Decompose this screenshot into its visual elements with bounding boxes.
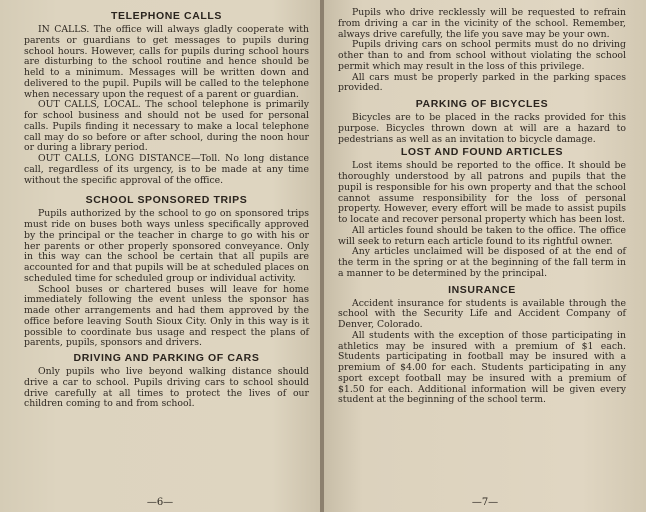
paragraph-lost-items: Lost items should be reported to the office. It should be thoroughly understood by all patrons and pupils that the pupil is responsible for his own property and that the school cannot assume responsibility for the loss of personal property. However, every effort will be made to assist pupils to locate and recover personal property which has been lost. xyxy=(338,160,626,225)
page-number-right: —7— xyxy=(471,497,499,508)
section-heading-insurance: INSURANCE xyxy=(448,283,516,296)
paragraph-insurance-1: Accident insurance for students is available through the school with the Security Life and Accident Company of Denver, Colorado. xyxy=(338,297,626,330)
section-heading-telephone-calls: TELEPHONE CALLS xyxy=(110,10,223,22)
paragraph-bicycles: Bicycles are to be placed in the racks provided for this purpose. Bicycles thrown down at will are a hazard to pedestrians as well as an invitation to bicycle damage. xyxy=(338,112,626,145)
paragraph-sponsored-trips-2: School buses or chartered buses will leave for home immediately following the event unless the sponsor has made other arrangements and had them approved by the office before leaving South Sioux City. Only in this way is it possible to coordinate bus usage and respect the plans of parents, pupils, sponsors and drivers. xyxy=(24,283,309,349)
paragraph-insurance-2: All students with the exception of those participating in athletics may be insured with a premium of $1 each. Students participating in football may be insured with a premium of $4.00 for each. Students participating in any sport except football may be insured with a premium of $1.50 for each. Additional information will be given every student at the beginning of the school term. xyxy=(338,329,626,406)
paragraph-driving-1: Only pupils who live beyond walking distance should drive a car to school. Pupils driving cars to school should drive carefully at all times to protect the lives of our children coming to and from school. xyxy=(24,366,309,410)
section-heading-school-sponsored-trips: SCHOOL SPONSORED TRIPS xyxy=(85,194,248,207)
paragraph-school-permits: Pupils driving cars on school permits must do no driving other than to and from school without violating the school permit which may result in the loss of this privilege. xyxy=(338,39,626,72)
section-heading-parking-bicycles: PARKING OF BICYCLES xyxy=(415,98,549,110)
paragraph-in-calls: IN CALLS. The office will always gladly cooperate with parents or guardians to get messages to pupils during school hours. However, calls for pupils during school hours are disturbing to the school routine and hence should be held to a minimum. Messages will be written down and delivered to the pupil. Pupils will be called to the telephone when necessary upon the request of a parent or guardian. xyxy=(24,24,309,100)
paragraph-out-calls-local: OUT CALLS, LOCAL. The school telephone is primarily for school business and should not be used for personal calls. Pupils finding it necessary to make a local telephone call may do so before or after school, during the noon hour or during a library period. xyxy=(24,99,309,154)
paragraph-articles-unclaimed: Any articles unclaimed will be disposed of at the end of the term in the spring or at the beginning of the fall term in a manner to be determined by the principal. xyxy=(338,246,626,279)
paragraph-parking-spaces: All cars must be properly parked in the parking spaces provided. xyxy=(338,71,626,94)
paragraph-reckless-drivers: Pupils who drive recklessly will be requested to refrain from driving a car in the vicinity of the school. Remember, always drive carefully, the life you save may be your own. xyxy=(338,7,626,40)
section-heading-driving-parking: DRIVING AND PARKING OF CARS xyxy=(73,352,260,364)
paragraph-out-calls-long-distance: OUT CALLS, LONG DISTANCE—Toll. No long distance call, regardless of its urgency, is to be made at any time without the specific approval of the office. xyxy=(24,153,309,186)
paragraph-sponsored-trips-1: Pupils authorized by the school to go on sponsored trips must ride on buses both ways unless specifically approved by the principal or the teacher in charge to go with his or her parents or other properly sponsored conveyance. Only in this way can the school be certain that all pupils are accounted for and that pupils will be at scheduled places on scheduled time for scheduled group or individual activity. xyxy=(24,208,309,284)
right-page xyxy=(324,0,646,512)
section-heading-lost-found: LOST AND FOUND ARTICLES xyxy=(400,146,564,159)
page-number-left: —6— xyxy=(146,497,174,508)
left-page xyxy=(0,0,320,512)
paragraph-articles-found: All articles found should be taken to the office. The office will seek to return each article found to its rightful owner. xyxy=(338,224,626,247)
